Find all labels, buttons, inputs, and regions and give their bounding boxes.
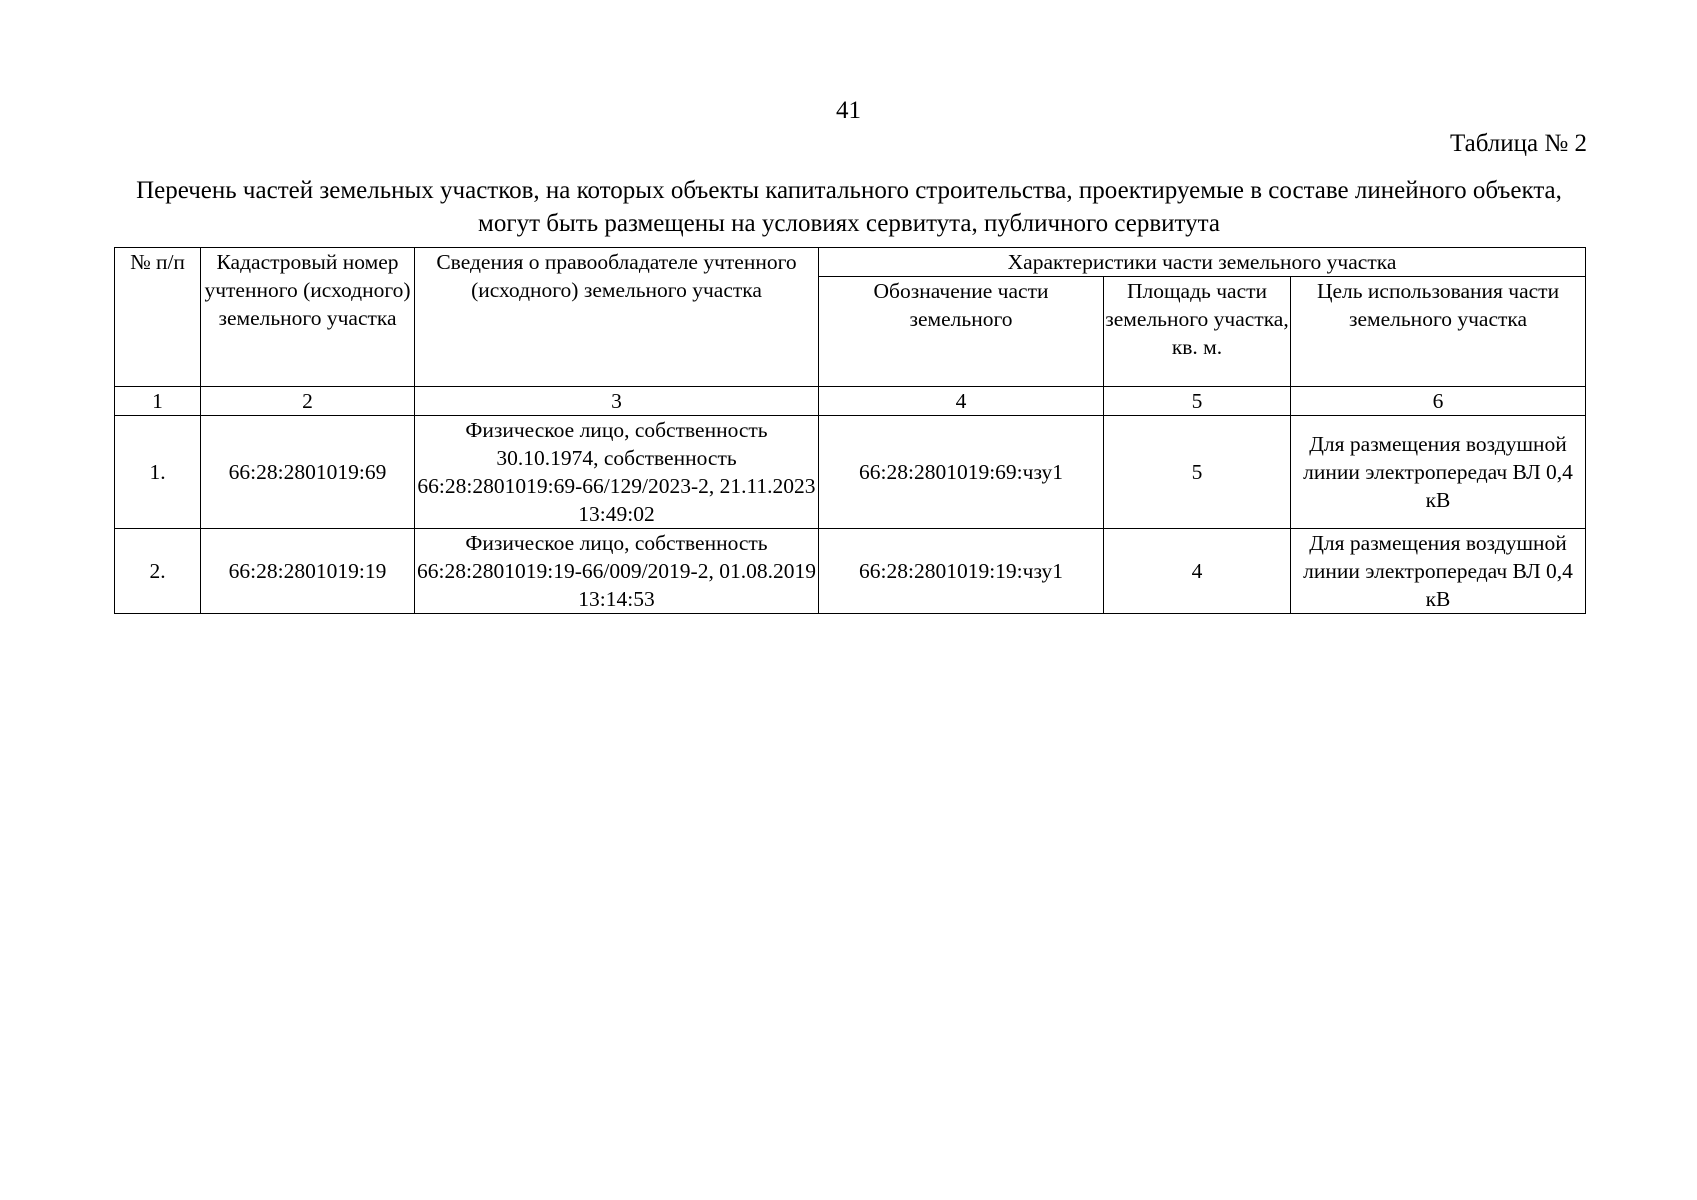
header-cadastral: Кадастровый номер учтенного (исходного) земельного участка — [201, 248, 415, 387]
row-owner: Физическое лицо, собственность 30.10.1974, собственность 66:28:2801019:69-66/129/2023-2, 21.11.2023 13:49:02 — [415, 416, 819, 529]
column-number: 1 — [115, 387, 201, 416]
table-row — [115, 529, 1586, 614]
column-number: 6 — [1291, 387, 1586, 416]
row-area: 5 — [1104, 416, 1291, 529]
table-label: Таблица № 2 — [1449, 130, 1587, 157]
row-cadastral: 66:28:2801019:19 — [201, 529, 415, 614]
header-row-top — [115, 248, 1586, 277]
row-part: 66:28:2801019:69:чзу1 — [819, 416, 1104, 529]
header-owner: Сведения о правообладателе учтенного (исходного) земельного участка — [415, 248, 819, 387]
row-num: 2. — [115, 529, 201, 614]
table-row — [115, 416, 1586, 529]
header-part-designation: Обозначение части земельного — [819, 277, 1104, 387]
header-part-area: Площадь части земельного участка, кв. м. — [1104, 277, 1291, 387]
column-number: 4 — [819, 387, 1104, 416]
column-number: 5 — [1104, 387, 1291, 416]
row-part: 66:28:2801019:19:чзу1 — [819, 529, 1104, 614]
header-part-purpose: Цель использования части земельного участка — [1291, 277, 1586, 387]
header-num: № п/п — [115, 248, 201, 387]
parcels-table — [114, 247, 1586, 614]
row-area: 4 — [1104, 529, 1291, 614]
document-title: Перечень частей земельных участков, на которых объекты капитального строительства, проектируемые в составе линейного объекта, могут быть размещены на условиях сервитута, публичного сервитута — [136, 177, 1562, 237]
row-num: 1. — [115, 416, 201, 529]
row-purpose: Для размещения воздушной линии электропередач ВЛ 0,4 кВ — [1291, 529, 1586, 614]
column-number-row — [115, 387, 1586, 416]
page-number: 41 — [836, 97, 861, 124]
row-owner: Физическое лицо, собственность 66:28:2801019:19-66/009/2019-2, 01.08.2019 13:14:53 — [415, 529, 819, 614]
column-number: 2 — [201, 387, 415, 416]
row-purpose: Для размещения воздушной линии электропередач ВЛ 0,4 кВ — [1291, 416, 1586, 529]
row-cadastral: 66:28:2801019:69 — [201, 416, 415, 529]
column-number: 3 — [415, 387, 819, 416]
header-characteristics-group: Характеристики части земельного участка — [819, 248, 1586, 277]
